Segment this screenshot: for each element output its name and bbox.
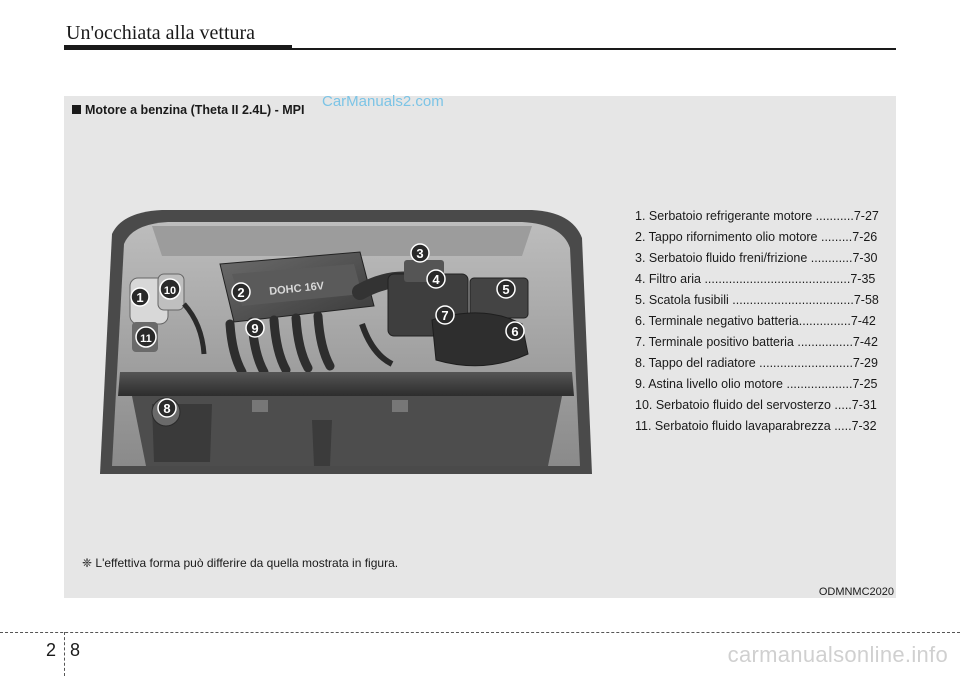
square-bullet-icon	[72, 105, 81, 114]
component-legend	[635, 206, 885, 437]
legend-item: 10. Serbatoio fluido del servosterzo .....7-31	[635, 398, 877, 412]
footer-rule	[0, 632, 960, 633]
callout-3	[411, 244, 429, 262]
legend-item: 4. Filtro aria ..........................................7-35	[635, 272, 876, 286]
svg-text:4: 4	[432, 272, 440, 287]
figure-heading	[72, 103, 304, 117]
legend-item: 3. Serbatoio fluido freni/frizione ............7-30	[635, 251, 878, 265]
svg-text:6: 6	[511, 324, 519, 339]
svg-text:5: 5	[502, 282, 510, 297]
watermark-top[interactable]: CarManuals2.com	[322, 93, 444, 110]
callout-5	[497, 280, 515, 298]
legend-item: 6. Terminale negativo batteria...............7-42	[635, 314, 876, 328]
figure-code: ODMNMC2020	[818, 586, 894, 598]
callout-6	[506, 322, 524, 340]
legend-item: 11. Serbatoio fluido lavaparabrezza .....7-32	[635, 419, 877, 433]
svg-text:3: 3	[416, 246, 424, 261]
callout-4	[427, 270, 445, 288]
legend-item: 2. Tappo rifornimento olio motore .........7-26	[635, 230, 878, 244]
engine-bay-illustration	[92, 204, 594, 482]
footer-divider	[64, 632, 65, 676]
callout-8	[158, 399, 176, 417]
page-number: 8	[70, 640, 81, 660]
svg-text:1: 1	[136, 290, 144, 305]
callout-10	[160, 279, 180, 299]
svg-text:10: 10	[163, 285, 177, 297]
callout-1	[131, 288, 149, 306]
header-rule-thick	[64, 45, 292, 50]
engine-cover-label: DOHC 16V	[268, 280, 325, 298]
legend-item: 9. Astina livello olio motore ...................7-25	[635, 377, 878, 391]
watermark-bottom[interactable]: carmanualsonline.info	[727, 642, 948, 667]
svg-text:2: 2	[237, 285, 245, 300]
callout-7	[436, 306, 454, 324]
svg-text:11: 11	[140, 333, 152, 345]
svg-text:7: 7	[441, 308, 449, 323]
callout-2	[232, 283, 250, 301]
callout-9	[246, 319, 264, 337]
legend-item: 7. Terminale positivo batteria ................7-42	[635, 335, 878, 349]
figure-heading-text: Motore a benzina (Theta II 2.4L) - MPI	[85, 103, 305, 117]
legend-item: 5. Scatola fusibili ...................................7-58	[635, 293, 879, 307]
callout-11	[136, 327, 156, 347]
svg-text:8: 8	[163, 401, 171, 416]
page-section-number: 2	[46, 640, 57, 660]
legend-item: 8. Tappo del radiatore ...........................7-29	[635, 356, 878, 370]
header-rule-thin	[292, 48, 896, 50]
page-header-title: Un'occhiata alla vettura	[66, 22, 256, 44]
svg-text:9: 9	[251, 321, 259, 336]
figure-note: ❈ L'effettiva forma può differire da quella mostrata in figura.	[82, 556, 399, 570]
legend-item: 1. Serbatoio refrigerante motore ...........7-27	[635, 209, 879, 223]
